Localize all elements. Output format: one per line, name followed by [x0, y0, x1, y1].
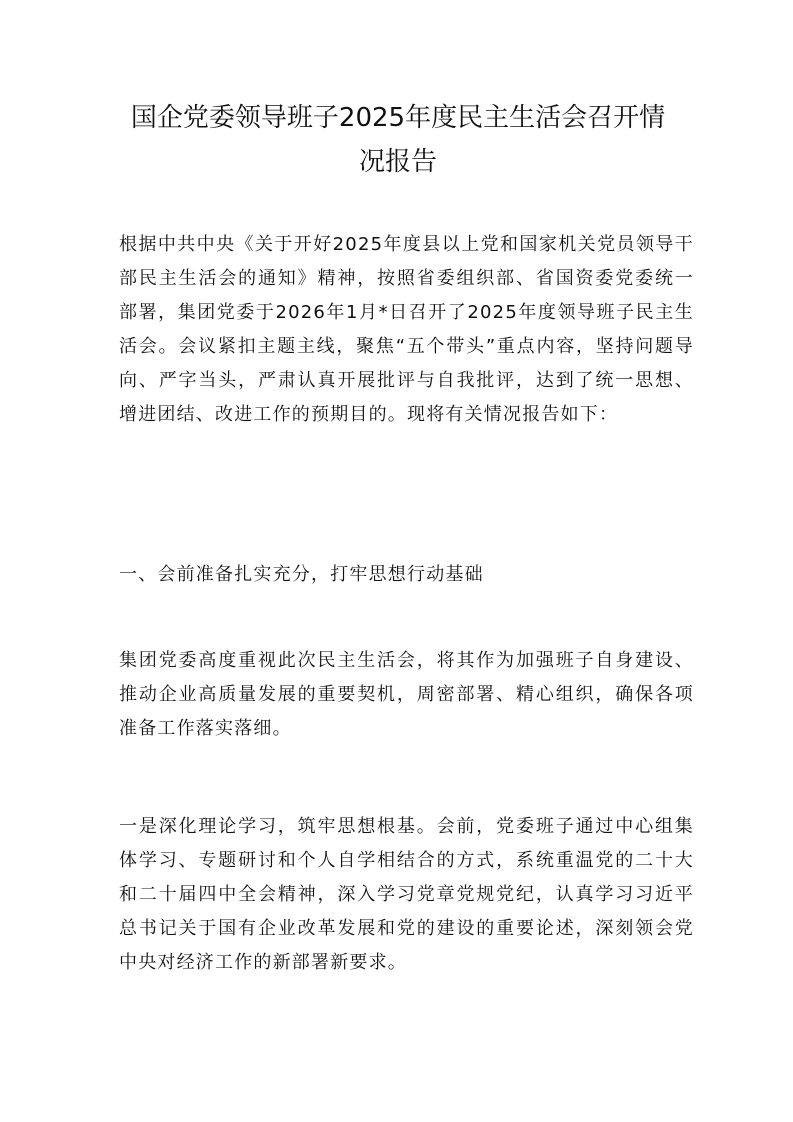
section-body-paragraph: 集团党委高度重视此次民主生活会，将其作为加强班子自身建设、推动企业高质量发展的重要契机，周密部署、精心组织，确保各项准备工作落实落细。: [119, 650, 694, 739]
section-point-paragraph: 一是深化理论学习，筑牢思想根基。会前，党委班子通过中心组集体学习、专题研讨和个人自学相结合的方式，系统重温党的二十大和二十届四中全会精神，深入学习党章党规党纪，认真学习习近平总书记关于国有企业改革发展和党的建设的重要论述，深刻领会党中央对经济工作的新部署新要求。: [119, 816, 694, 973]
document-title: 国企党委领导班子2025年度民主生活会召开情况报告: [130, 103, 666, 177]
intro-paragraph: 根据中共中央《关于开好2025年度县以上党和国家机关党员领导干部民主生活会的通知》精神，按照省委组织部、省国资委党委统一部署，集团党委于2026年1月*日召开了2025年度领导班子民主生活会。会议紧扣主题主线，聚焦“五个带头”重点内容，坚持问题导向、严字当头，严肃认真开展批评与自我批评，达到了统一思想、增进团结、改进工作的预期目的。现将有关情况报告如下：: [119, 234, 694, 425]
section-heading: 一、会前准备扎实充分，打牢思想行动基础: [119, 564, 484, 585]
